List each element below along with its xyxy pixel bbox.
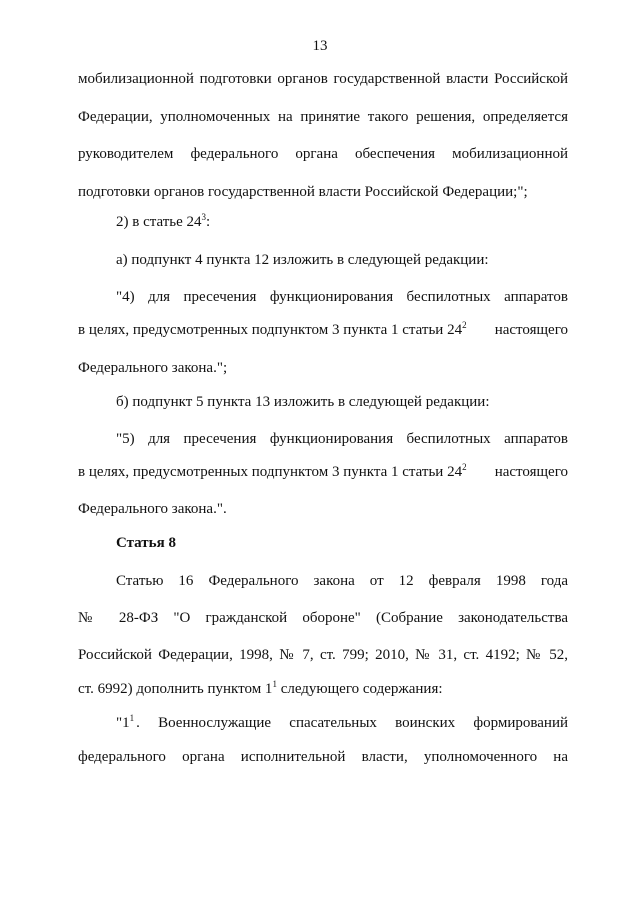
text-line-with-superscript bbox=[78, 680, 568, 698]
text-line-with-superscript bbox=[78, 321, 568, 339]
text-line: Федерации, уполномоченных на принятие такого решения, определяется bbox=[78, 109, 568, 125]
text-line: подготовки органов государственной власти Российской Федерации;"; bbox=[78, 184, 528, 200]
text-line-with-superscript bbox=[78, 463, 568, 481]
superscript: 3 bbox=[201, 212, 207, 222]
text-line: "4) для пресечения функционирования беспилотных аппаратов bbox=[116, 289, 568, 305]
text-line: Федерального закона."; bbox=[78, 360, 228, 376]
text-span bbox=[78, 321, 467, 339]
text-span: настоящего bbox=[494, 464, 568, 480]
text-line: руководителем федерального органа обеспечения мобилизационной bbox=[78, 146, 568, 162]
text-line: № 28-ФЗ "О гражданской обороне" (Собрание законодательства bbox=[78, 610, 568, 626]
text-span: : bbox=[206, 214, 211, 230]
text-span: ст. 6992) дополнить пунктом 1 bbox=[78, 681, 273, 697]
text-span: "1 bbox=[116, 715, 130, 731]
text-line: "5) для пресечения функционирования беспилотных аппаратов bbox=[116, 431, 568, 447]
text-span: 2) в статье 24 bbox=[116, 214, 202, 230]
text-span: следующего содержания: bbox=[280, 681, 443, 697]
text-span bbox=[78, 463, 467, 481]
text-line-with-superscript bbox=[116, 714, 568, 732]
superscript: 2 bbox=[462, 320, 467, 330]
text-line: Российской Федерации, 1998, № 7, ст. 799; 2010, № 31, ст. 4192; № 52, bbox=[78, 647, 568, 663]
text-span bbox=[116, 714, 134, 732]
text-line: а) подпункт 4 пункта 12 изложить в следующей редакции: bbox=[116, 252, 489, 268]
text-line-article-24-3 bbox=[116, 213, 568, 231]
text-span: . Военнослужащие спасательных воинских формирований bbox=[136, 715, 568, 731]
text-line: мобилизационной подготовки органов государственной власти Российской bbox=[78, 71, 568, 87]
page-number: 13 bbox=[312, 38, 328, 54]
superscript: 1 bbox=[272, 679, 277, 689]
text-line: Федерального закона.". bbox=[78, 501, 227, 517]
superscript: 1 bbox=[129, 713, 135, 723]
text-span: в целях, предусмотренных подпунктом 3 пункта 1 статьи 24 bbox=[78, 322, 463, 338]
text-line: б) подпункт 5 пункта 13 изложить в следующей редакции: bbox=[116, 394, 490, 410]
article-heading: Статья 8 bbox=[116, 535, 176, 551]
text-line: Статью 16 Федерального закона от 12 февраля 1998 года bbox=[116, 573, 568, 589]
text-line: федерального органа исполнительной власти, уполномоченного на bbox=[78, 749, 568, 765]
superscript: 2 bbox=[462, 462, 467, 472]
text-span: в целях, предусмотренных подпунктом 3 пункта 1 статьи 24 bbox=[78, 464, 463, 480]
text-span: настоящего bbox=[494, 322, 568, 338]
